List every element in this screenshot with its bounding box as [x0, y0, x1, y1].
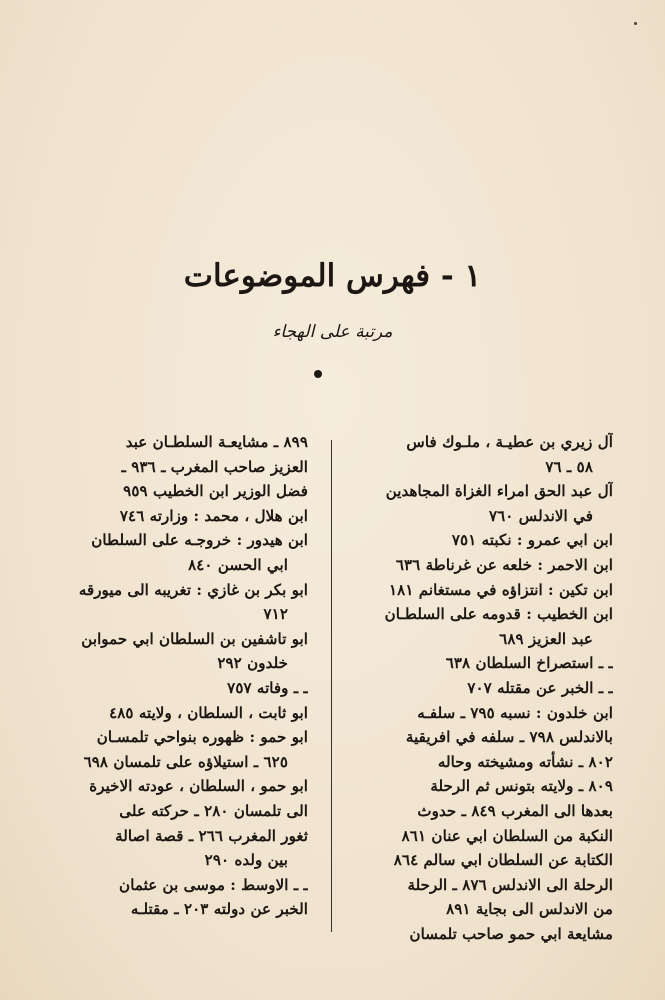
index-entry-line: عبد العزيز ٦٨٩ [499, 629, 593, 648]
index-column-right [345, 430, 613, 946]
index-entry-line: ابو تاشفين بن السلطان ابي حموابن [81, 629, 308, 648]
index-entry-line: ابو ثابت ، السلطان ، ولايته ٤٨٥ [109, 703, 308, 722]
index-entry-line: النكبة من السلطان ابي عنان ٨٦١ [401, 826, 613, 845]
separator-dot [314, 370, 322, 378]
index-entry-line: ابو حمو : ظهوره بنواحي تلمسـان [96, 728, 308, 747]
index-entry-line: ابن الاحمر : خلعه عن غرناطة ٦٣٦ [395, 555, 613, 574]
index-entry-line: ثغور المغرب ٢٦٦ ـ قصة اصالة [115, 826, 308, 845]
index-entry-line: ـ ـ وفاته ٧٥٧ [227, 678, 308, 697]
index-entry-line: ٨٠٩ ـ ولايته بتونس ثم الرحلة [430, 777, 613, 796]
index-entry-line: الرحلة الى الاندلس ٨٧٦ ـ الرحلة [407, 875, 613, 894]
index-entry-line: ابن تكين : انتزاؤه في مستغانم ١٨١ [389, 580, 613, 599]
page-title: ١ - فهرس الموضوعات [183, 258, 482, 294]
index-entry-line: العزيز صاحب المغرب ـ ٩٣٦ ـ [121, 457, 308, 476]
index-entry-line: ابي الحسن ٨٤٠ [188, 555, 288, 574]
index-entry-line: بالاندلس ٧٩٨ ـ سلفه في افريقية [405, 728, 613, 747]
index-column-left [40, 430, 308, 922]
index-entry-line: ابو حمو ، السلطان ، عودته الاخيرة [89, 777, 308, 796]
page-subtitle: مرتبة على الهجاء [272, 322, 393, 342]
index-entry-line: خلدون ٢٩٢ [217, 654, 288, 673]
index-entry-line: ٨٠٢ ـ نشأته ومشيخته وحاله [437, 752, 613, 771]
index-entry-line: ٥٨ ـ ٧٦ [545, 457, 593, 476]
index-entry-line: الكتابة عن السلطان ابي سالم ٨٦٤ [393, 851, 613, 870]
index-entry-line: ٨٩٩ ـ مشايعـة السلطـان عبد [125, 433, 308, 451]
index-entry-line: بين ولده ٢٩٠ [204, 851, 288, 870]
index-entry-line: ٧١٢ [263, 605, 288, 624]
column-divider [331, 440, 332, 932]
index-entry-line: الى تلمسان ٢٨٠ ـ حركته على [119, 801, 308, 820]
index-entry-line: آل عبد الحق امراء الغزاة المجاهدين [385, 482, 613, 501]
index-entry-line: ابن خلدون : نسبه ٧٩٥ ـ سلفـه [417, 703, 613, 722]
index-entry-line: ـ ـ الاوسط : موسى بن عثمان [119, 875, 308, 894]
index-entry-line: ابن ابي عمرو : نكبته ٧٥١ [451, 531, 613, 550]
index-entry-line: من الاندلس الى بجاية ٨٩١ [446, 900, 613, 919]
index-entry-line: آل زيري بن عطيـة ، ملـوك فاس [406, 433, 613, 451]
index-entry-line: الخبر عن دولته ٢٠٣ ـ مقتلـه [130, 900, 308, 919]
index-entry-line: بعدها الى المغرب ٨٤٩ ـ حدوث [417, 801, 613, 820]
corner-mark [634, 22, 637, 25]
index-entry-line: ابن الخطيب : قدومه على السلطـان [384, 605, 613, 624]
index-entry-line: ـ ـ استصراخ السلطان ٦٣٨ [445, 654, 613, 673]
index-entry-line: في الاندلس ٧٦٠ [488, 506, 593, 525]
index-entry-line: فضل الوزير ابن الخطيب ٩٥٩ [123, 482, 308, 501]
index-entry-line: ابن هلال ، محمد : وزارته ٧٤٦ [119, 506, 308, 525]
index-entry-line: ابن هيدور : خروجـه على السلطان [91, 531, 308, 550]
index-entry-line: مشايعة ابي حمو صاحب تلمسان [409, 924, 613, 943]
index-entry-line: ابو بكر بن غازي : تغريبه الى ميورقه [78, 580, 308, 599]
index-entry-line: ـ ـ الخبر عن مقتله ٧٠٧ [467, 678, 613, 697]
index-entry-line: ٦٢٥ ـ استيلاؤه على تلمسان ٦٩٨ [83, 752, 288, 771]
